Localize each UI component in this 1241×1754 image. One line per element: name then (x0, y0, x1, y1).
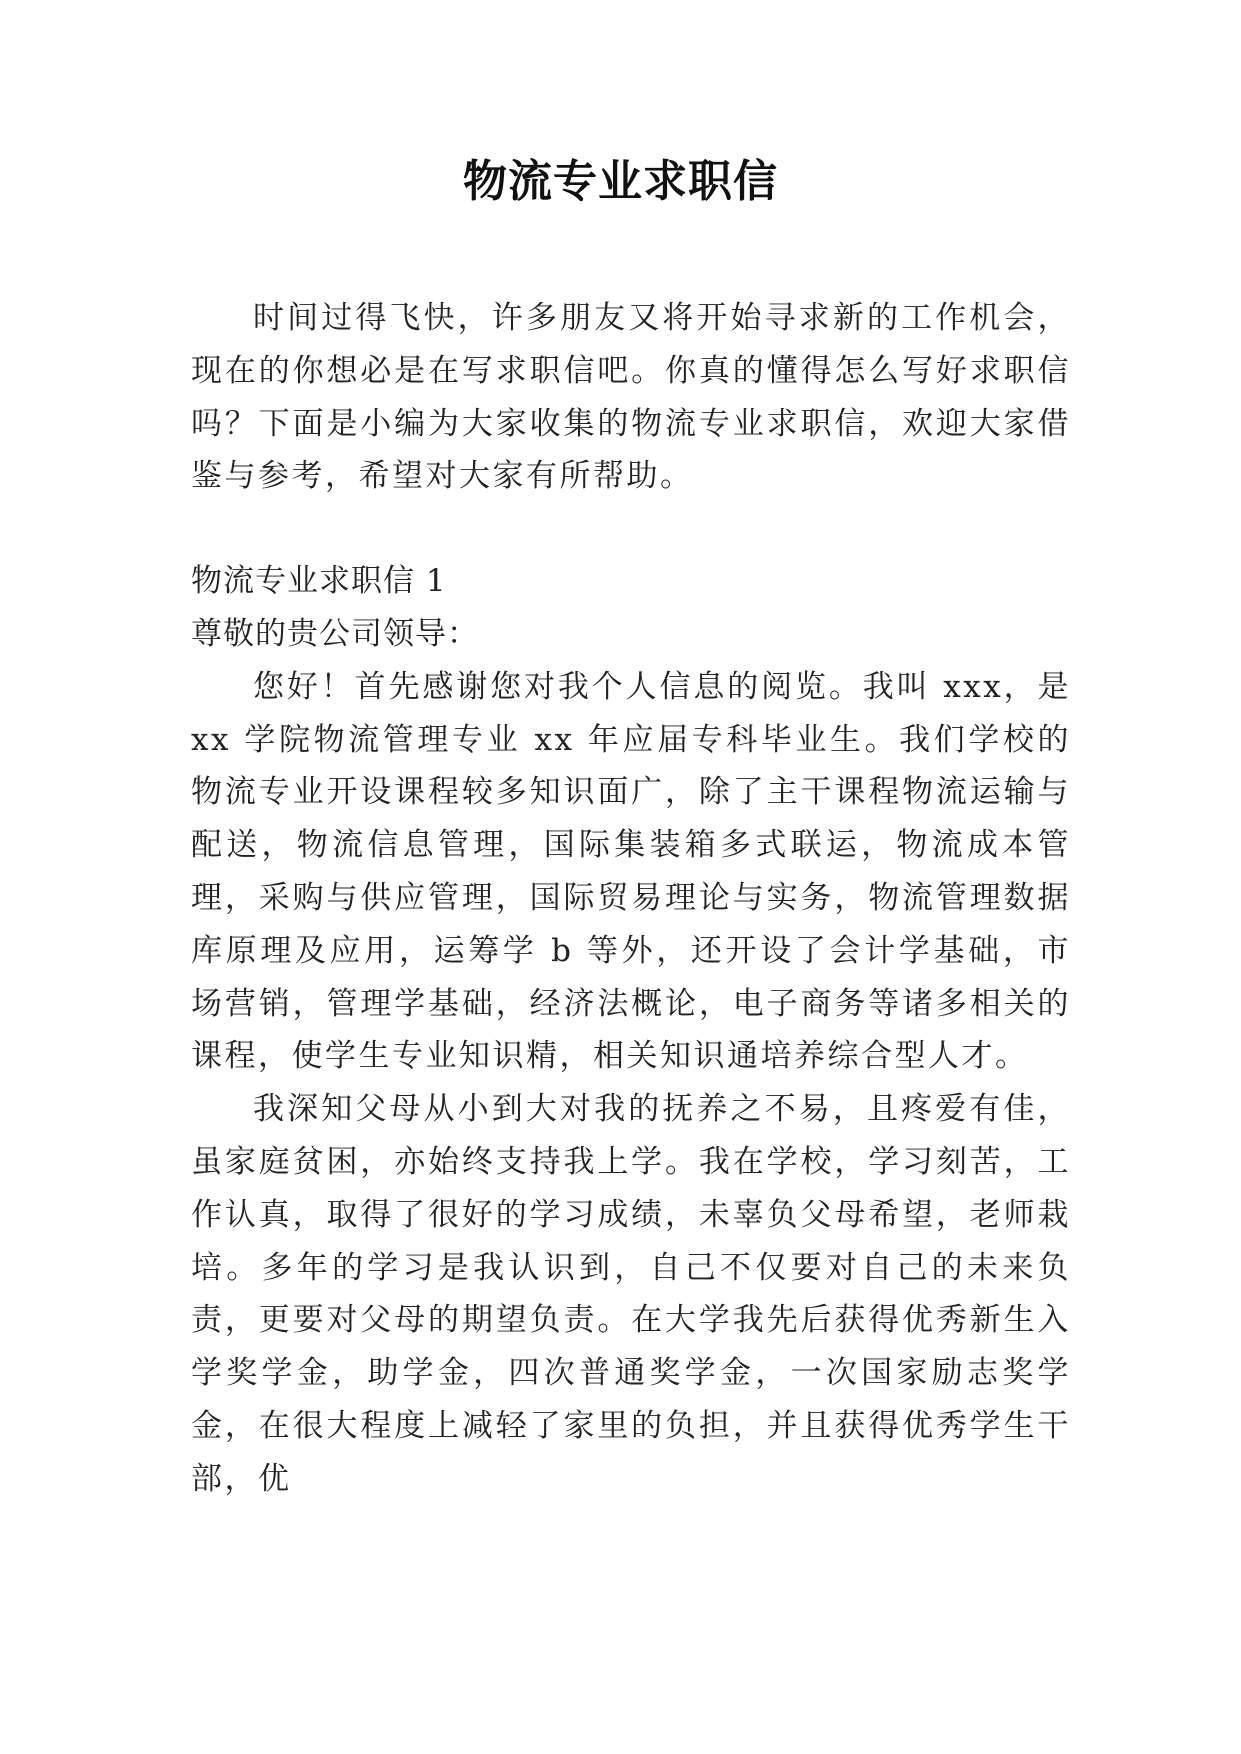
section-title: 物流专业求职信 1 (191, 563, 447, 600)
salutation: 尊敬的贵公司领导： (191, 615, 479, 652)
document-title: 物流专业求职信 (463, 156, 778, 207)
intro-paragraph: 时间过得飞快，许多朋友又将开始寻求新的工作机会，现在的你想必是在写求职信吧。你真的懂得怎么写好求职信吗？下面是小编为大家收集的物流专业求职信，欢迎大家借鉴与参考，希望对大家有所帮助。 (191, 300, 1071, 495)
section-spacer (191, 503, 1071, 555)
document-body (191, 292, 1071, 1506)
body-paragraph-2: 我深知父母从小到大对我的抚养之不易，且疼爱有佳，虽家庭贫困，亦始终支持我上学。我在学校，学习刻苦，工作认真，取得了很好的学习成绩，未辜负父母希望，老师栽培。多年的学习是我认识到，自己不仅要对自己的未来负责，更要对父母的期望负责。在大学我先后获得优秀新生入学奖学金，助学金，四次普通奖学金，一次国家励志奖学金，在很大程度上减轻了家里的负担，并且获得优秀学生干部，优 (191, 1091, 1071, 1497)
body-paragraph-1: 您好！首先感谢您对我个人信息的阅览。我叫 xxx，是 xx 学院物流管理专业 xx 年应届专科毕业生。我们学校的物流专业开设课程较多知识面广，除了主干课程物流运输与配送，物流信息管理，国际集装箱多式联运，物流成本管理，采购与供应管理，国际贸易理论与实务，物流管理数据库原理及应用，运筹学 b 等外，还开设了会计学基础，市场营销，管理学基础，经济法概论，电子商务等诸多相关的课程，使学生专业知识精，相关知识通培养综合型人才。 (191, 668, 1071, 1075)
